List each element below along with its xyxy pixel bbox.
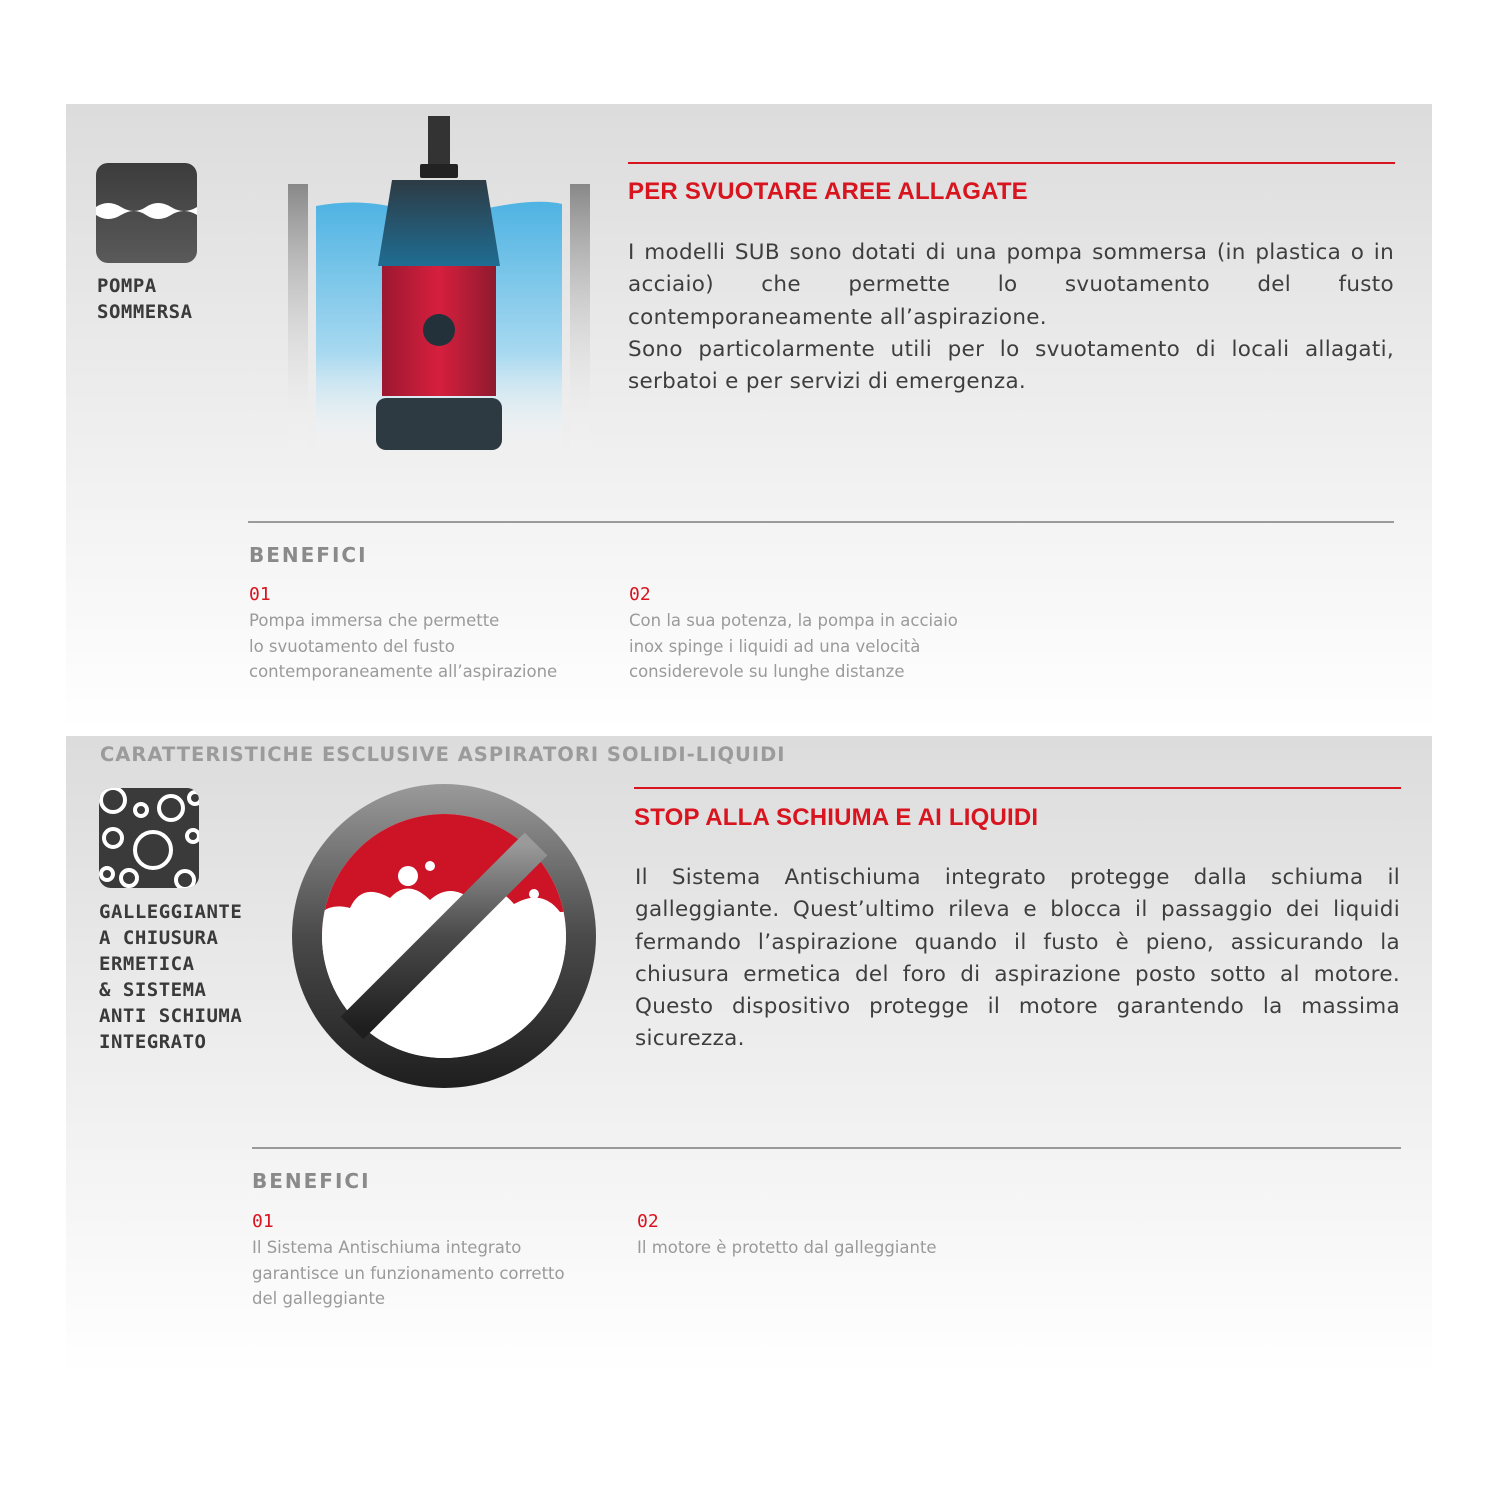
heading-divider [628,162,1395,164]
benefits-title: BENEFICI [249,543,368,567]
benefits-divider [248,521,1394,523]
benefit-number: 01 [249,584,271,605]
benefit-number: 02 [629,584,651,605]
benefit-number: 01 [252,1211,274,1232]
benefits-title: BENEFICI [252,1169,371,1193]
flood-water-icon [96,163,197,263]
section-heading: STOP ALLA SCHIUMA E AI LIQUIDI [634,804,1039,831]
description-text: Il Sistema Antischiuma integrato protegge dalla schiuma il galleggiante. Quest’ultimo rileva e blocca il passaggio dei liquidi fermando l’aspirazione quando il fusto è pieno, assicurando la chiusura ermetica del foro di aspirazione posto sotto al motore. Questo dispositivo protegge il motore garantendo la massima sicurezza. [635,865,1400,1052]
benefit-text: Il motore è protetto dal galleggiante [637,1238,937,1257]
benefit-text: Con la sua potenza, la pompa in acciaio inox spinge i liquidi ad una velocità considerevole su lunghe distanze [629,611,958,682]
section-heading: PER SVUOTARE AREE ALLAGATE [628,178,1028,205]
submersible-pump-illustration [288,116,590,456]
benefit-text: Il Sistema Antischiuma integrato garantisce un funzionamento corretto del galleggiante [252,1238,565,1309]
benefit-number: 02 [637,1211,659,1232]
benefit-text: Pompa immersa che permette lo svuotamento del fusto contemporaneamente all’aspirazione [249,611,558,682]
benefits-divider [252,1147,1401,1149]
heading-divider [634,787,1401,789]
bubbles-icon [99,788,199,888]
feature-label-float: GALLEGGIANTE A CHIUSURA ERMETICA & SISTEMA ANTI SCHIUMA INTEGRATO [99,901,243,1053]
description-text: I modelli SUB sono dotati di una pompa sommersa (in plastica o in acciaio) che permette lo svuotamento del fusto contemporaneamente all’aspirazione. Sono particolarmente utili per lo svuotamento di locali allagati, serbatoi e per servizi di emergenza. [628,240,1394,395]
no-foam-illustration [290,782,598,1090]
feature-label-pump: POMPA SOMMERSA [97,275,193,323]
section-title: CARATTERISTICHE ESCLUSIVE ASPIRATORI SOLIDI-LIQUIDI [100,743,786,766]
